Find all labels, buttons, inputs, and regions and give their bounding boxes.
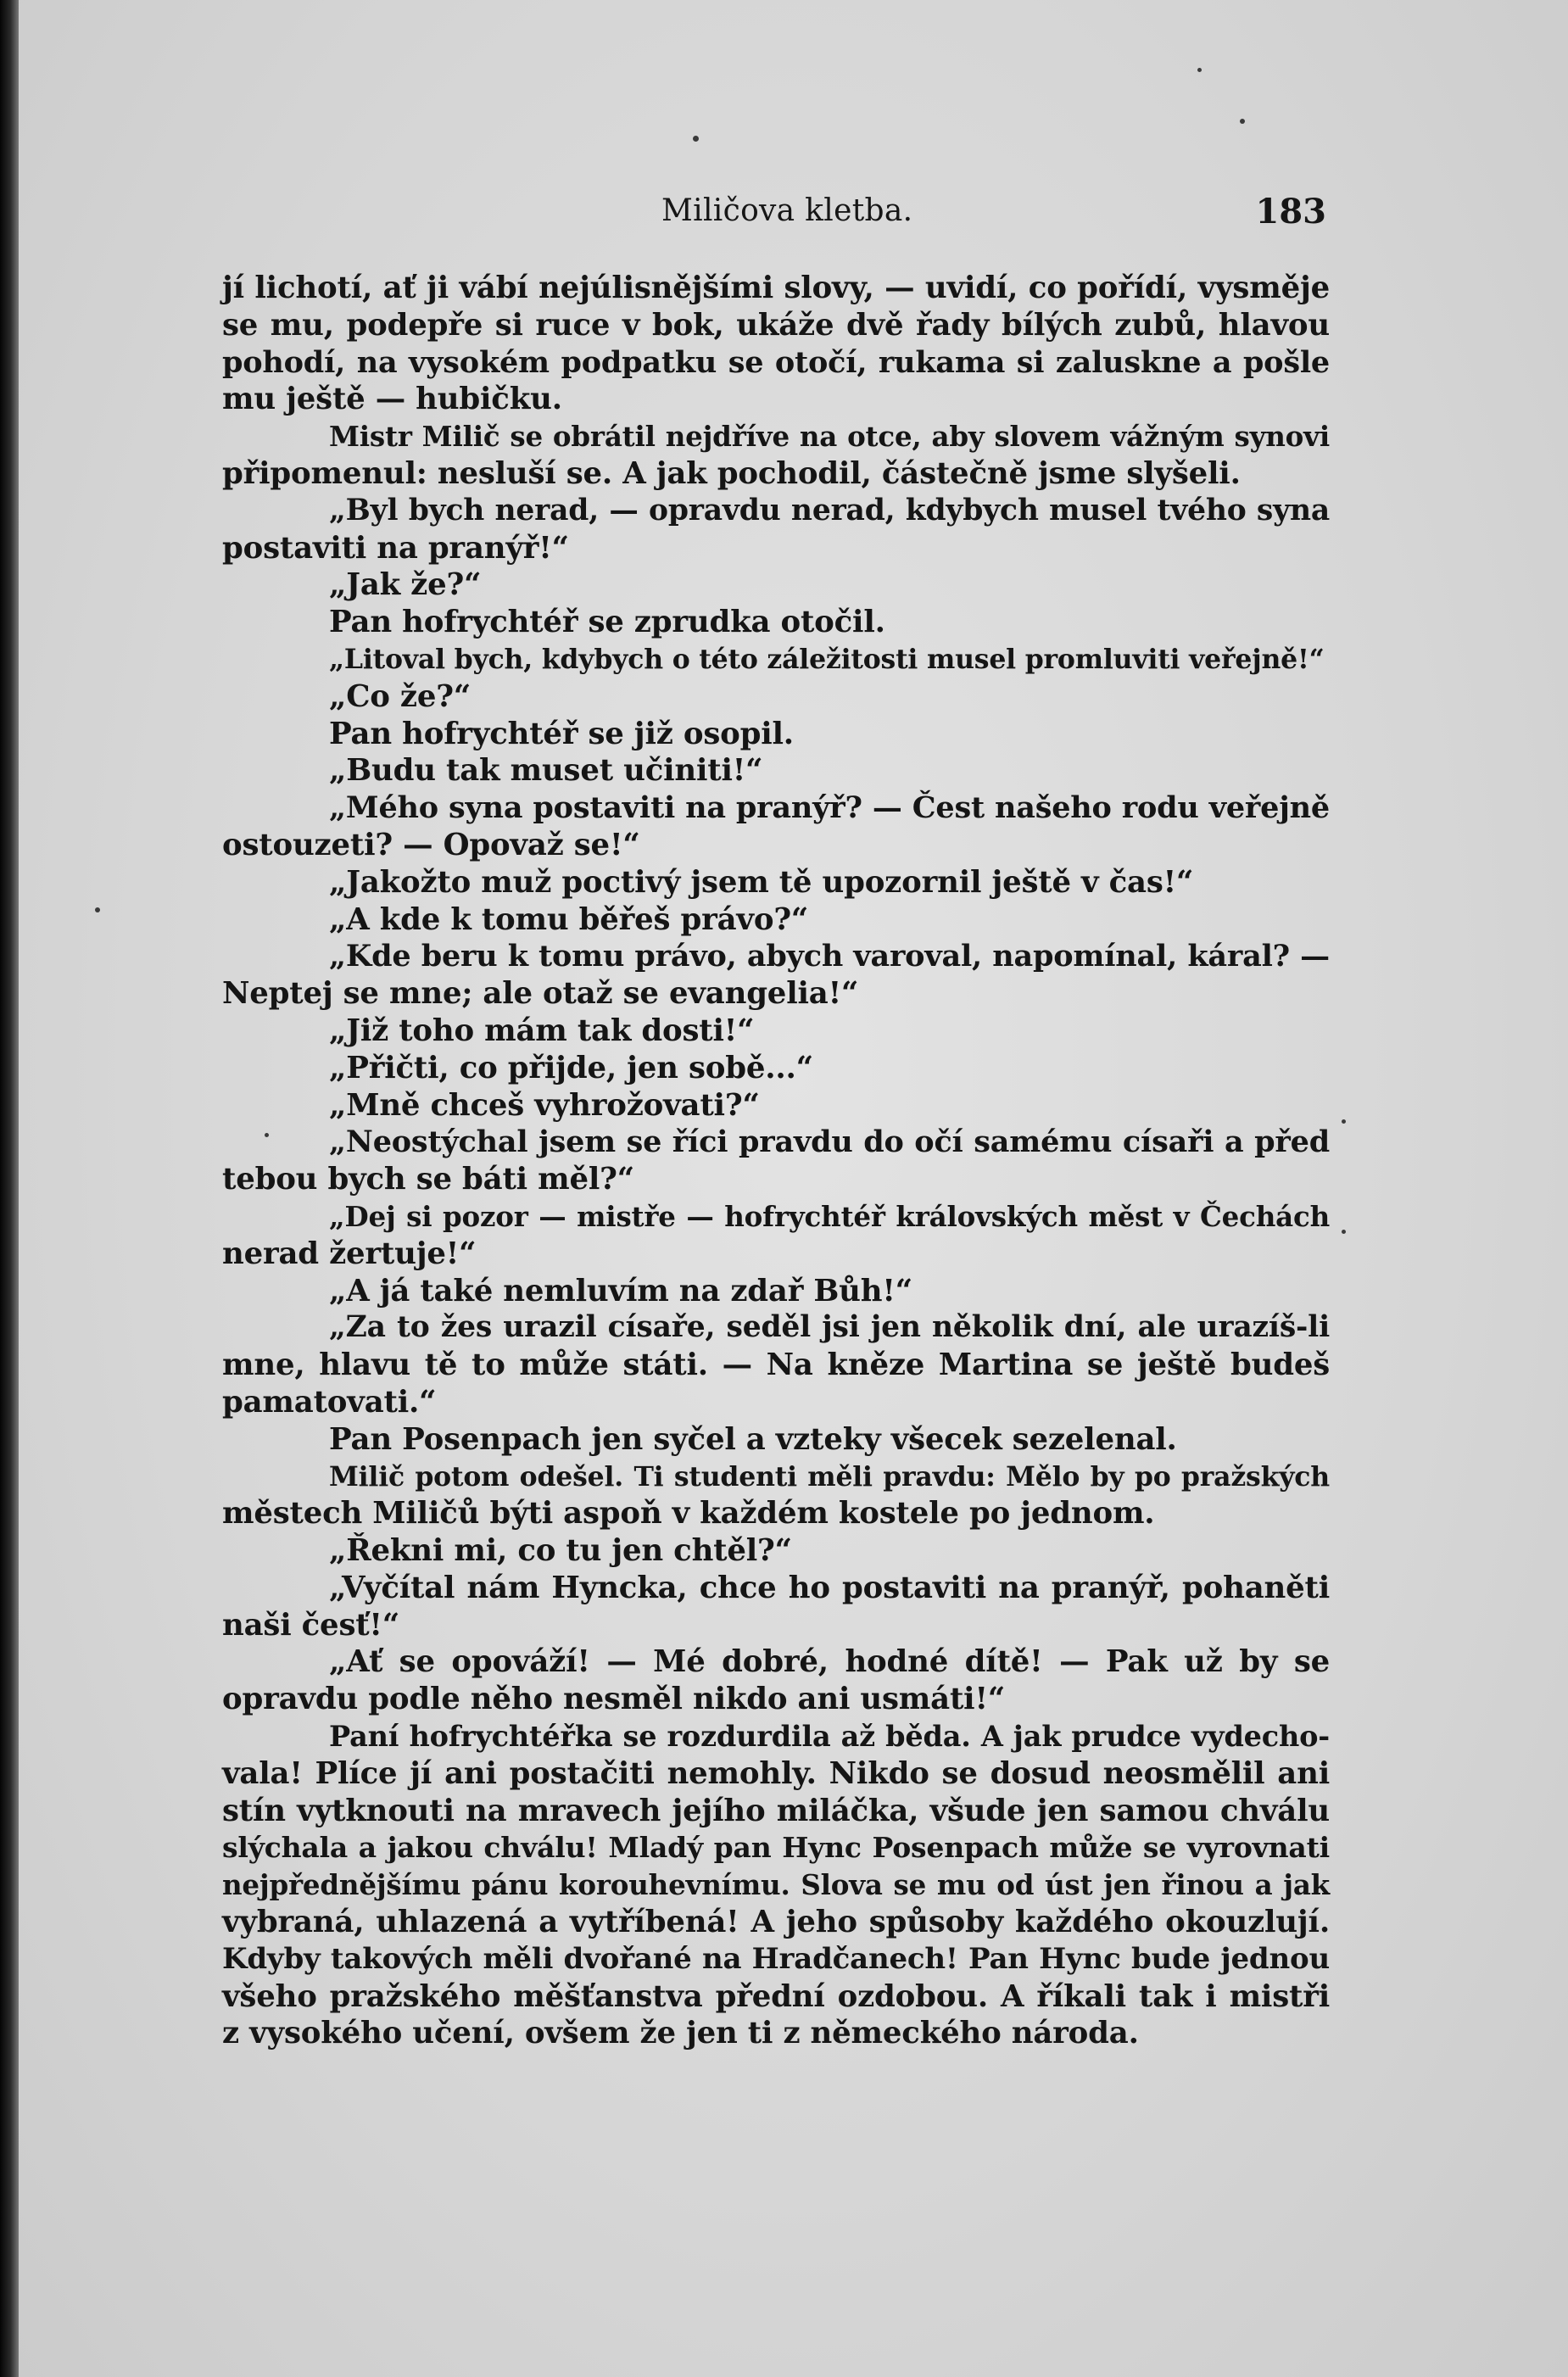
text-line: připomenul: nesluší se. A jak pochodil, částečně jsme slyšeli.	[222, 455, 1241, 491]
text-line: „Co že?“	[329, 678, 472, 714]
text-line: „Přičti, co přijde, jen sobě...“	[329, 1050, 813, 1085]
text-line: „Budu tak muset učiniti!“	[329, 753, 763, 789]
scan-speck	[1342, 1119, 1346, 1124]
running-header	[19, 188, 1568, 239]
text-line: slýchala a jakou chválu! Mladý pan Hync Posenpach může se vyrovnati	[222, 1831, 1330, 1865]
text-line: pohodí, na vysokém podpatku se otočí, rukama si zaluskne a pošle	[222, 344, 1330, 380]
text-line: z vysokého učení, ovšem že jen ti z německého národa.	[222, 2016, 1139, 2051]
book-page	[19, 0, 1568, 2377]
text-line: „Byl bych nerad, — opravdu nerad, kdybych musel tvého syna	[329, 493, 1330, 527]
text-line: „Jakožto muž poctivý jsem tě upozornil ještě v čas!“	[329, 864, 1194, 900]
text-line: mu ještě — hubičku.	[222, 382, 562, 417]
body-text	[222, 270, 1330, 2052]
text-line: Mistr Milič se obrátil nejdříve na otce, aby slovem vážným synovi	[329, 420, 1330, 454]
text-line: Pan hofrychtéř se již osopil.	[329, 716, 794, 751]
scan-speck	[693, 136, 699, 142]
text-line: opravdu podle něho nesměl nikdo ani usmáti!“	[222, 1682, 1006, 1717]
text-line: se mu, podepře si ruce v bok, ukáže dvě řady bílých zubů, hlavou	[222, 307, 1330, 343]
text-line: „Kde beru k tomu právo, abych varoval, napomínal, káral? —	[329, 939, 1330, 974]
scan-speck	[1342, 1230, 1346, 1234]
text-line: „Vyčítal nám Hyncka, chce ho postaviti na pranýř, pohaněti	[329, 1570, 1330, 1605]
scan-speck	[1197, 68, 1202, 72]
text-line: „Jak že?“	[329, 567, 482, 603]
running-title: Miličova kletba.	[661, 193, 913, 228]
text-line: Neptej se mne; ale otaž se evangelia!“	[222, 976, 859, 1012]
text-line: Pan hofrychtéř se zprudka otočil.	[329, 605, 885, 640]
text-line: „A já také nemluvím na zdař Bůh!“	[329, 1273, 913, 1308]
text-line: „Za to žes urazil císaře, seděl jsi jen několik dní, ale urazíš-li	[329, 1310, 1330, 1345]
text-line: Milič potom odešel. Ti studenti měli pravdu: Mělo by po pražských	[329, 1460, 1330, 1493]
scan-speck	[95, 907, 100, 912]
text-line: „Řekni mi, co tu jen chtěl?“	[329, 1533, 792, 1569]
text-line: jí lichotí, ať ji vábí nejúlisnějšími slovy, — uvidí, co pořídí, vysměje	[222, 271, 1330, 305]
text-line: ostouzeti? — Opovaž se!“	[222, 827, 640, 862]
text-line: všeho pražského měšťanstva přední ozdobou. A říkali tak i mistři	[222, 1978, 1330, 2014]
scan-speck	[1240, 119, 1245, 124]
text-line: nejpřednějšímu pánu korouhevnímu. Slova se mu od úst jen řinou a jak	[222, 1868, 1330, 1902]
text-line: „Litoval bych, kdybych o této záležitosti musel promluviti veřejně!“	[329, 643, 1325, 675]
text-line: „Již toho mám tak dosti!“	[329, 1013, 755, 1048]
text-line: „Ať se opováží! — Mé dobré, hodné dítě! — Pak už by se	[329, 1644, 1330, 1680]
text-line: stín vytknouti na mravech jejího miláčka, všude jen samou chválu	[222, 1793, 1330, 1828]
text-line: mne, hlavu tě to může státi. — Na kněze Martina se ještě budeš	[222, 1348, 1330, 1383]
text-line: „A kde k tomu běřeš právo?“	[329, 901, 809, 937]
scan-left-edge	[0, 0, 19, 2377]
text-line: pamatovati.“	[222, 1384, 437, 1420]
text-line: „Dej si pozor — mistře — hofrychtéř královských měst v Čechách	[329, 1199, 1330, 1233]
text-line: „Mého syna postaviti na pranýř? — Čest našeho rodu veřejně	[329, 790, 1330, 826]
text-line: Paní hofrychtéřka se rozdurdila až běda. A jak prudce vydecho-	[329, 1720, 1330, 1754]
text-line: naši česť!“	[222, 1607, 400, 1643]
text-line: „Mně chceš vyhrožovati?“	[329, 1087, 760, 1123]
text-line: Pan Posenpach jen syčel a vzteky všecek sezelenal.	[329, 1421, 1177, 1457]
text-line: „Neostýchal jsem se říci pravdu do očí samému císaři a před	[329, 1124, 1330, 1160]
text-line: postaviti na pranýř!“	[222, 530, 569, 566]
text-line: Kdyby takových měli dvořané na Hradčanech! Pan Hync bude jednou	[222, 1941, 1330, 1976]
text-line: nerad žertuje!“	[222, 1236, 477, 1271]
text-line: tebou bych se báti měl?“	[222, 1162, 634, 1197]
page-number: 183	[1255, 192, 1326, 232]
text-line: vybraná, uhlazená a vytříbená! A jeho spůsoby každého okouzlují.	[222, 1905, 1330, 1940]
text-line: vala! Plíce jí ani postačiti nemohly. Nikdo se dosud neosmělil ani	[222, 1755, 1330, 1791]
text-line: městech Miličů býti aspoň v každém kostele po jednom.	[222, 1496, 1155, 1532]
